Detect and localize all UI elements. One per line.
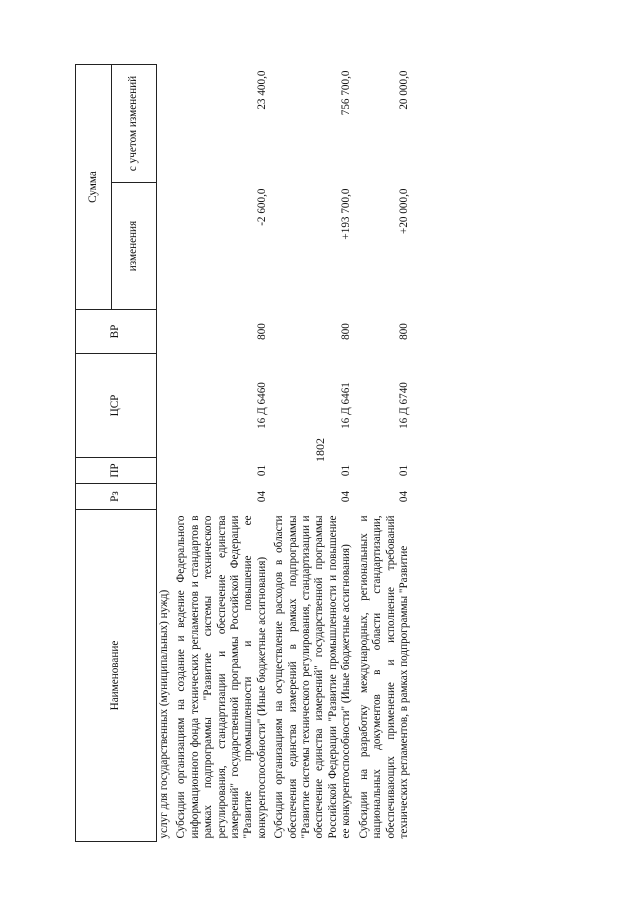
row-csr: 16 Д 6461 — [340, 382, 353, 429]
row-vr: 800 — [397, 323, 410, 340]
row-csr: 16 Д 6460 — [255, 382, 268, 429]
header-vr: ВР — [76, 310, 157, 354]
header-sum: Сумма — [76, 65, 112, 310]
header-rz: Рз — [76, 484, 157, 510]
row-pr: 01 — [255, 464, 268, 477]
row-change: +20 000,0 — [397, 188, 410, 234]
header-change: изменения — [112, 183, 157, 310]
row-rz: 04 — [397, 490, 410, 503]
budget-table — [75, 64, 413, 842]
row-csr — [157, 354, 174, 458]
table-frame — [75, 65, 543, 842]
table-row — [356, 65, 414, 842]
row-rz — [157, 484, 174, 510]
row-vr — [157, 310, 174, 354]
row-change: +193 700,0 — [340, 188, 353, 240]
table-header — [76, 65, 157, 842]
row-pr: 01 — [397, 464, 410, 477]
page-number: 1802 — [313, 438, 327, 462]
header-csr: ЦСР — [76, 354, 157, 458]
row-with-change — [157, 65, 174, 183]
row-with-change: 23 400,0 — [255, 70, 268, 110]
row-name: услуг для государственных (муниципальных) нужд) — [158, 589, 170, 839]
row-vr: 800 — [340, 323, 353, 340]
table-row — [157, 65, 174, 842]
table-body — [157, 65, 414, 842]
row-name: Субсидии организациям на создание и ведение Федерального информационного фонда технических регламентов и стандартов в рамках подпрограммы "Развитие системы технического регулирования, стандартизации и обеспечение единства измерений" государственной программы Российской Федерации "Развитие промышленности и повышение ее конкурентоспособности" (Иные бюджетные ассигнования) — [175, 515, 268, 839]
rotated-table-wrapper — [75, 65, 543, 842]
table-row — [271, 65, 355, 842]
row-change — [157, 183, 174, 310]
row-csr: 16 Д 6740 — [397, 382, 410, 429]
table-row — [173, 65, 271, 842]
row-pr — [157, 458, 174, 484]
row-name: Субсидии организациям на осуществление расходов в области обеспечения единства измерений в рамках подпрограммы "Развитие системы технического регулирования, стандартизации и обеспечение единства измерений" государственной программы Российской Федерации "Развитие промышленности и повышение ее конкурентоспособности" (Иные бюджетные ассигнования) — [273, 515, 353, 839]
row-with-change: 756 700,0 — [340, 70, 353, 116]
row-name: Субсидии на разработку международных, региональных и национальных документов в области стандартизации, обеспечивающих применение и исполнение требований технических регламентов, в рамках подпрограммы "Развитие — [357, 515, 410, 839]
row-rz: 04 — [340, 490, 353, 503]
row-change: -2 600,0 — [255, 188, 268, 226]
row-rz: 04 — [255, 490, 268, 503]
header-pr: ПР — [76, 458, 157, 484]
row-vr: 800 — [255, 323, 268, 340]
row-with-change: 20 000,0 — [397, 70, 410, 110]
header-name: Наименование — [76, 510, 157, 842]
header-with-change: с учетом изменений — [112, 65, 157, 183]
row-pr: 01 — [340, 464, 353, 477]
